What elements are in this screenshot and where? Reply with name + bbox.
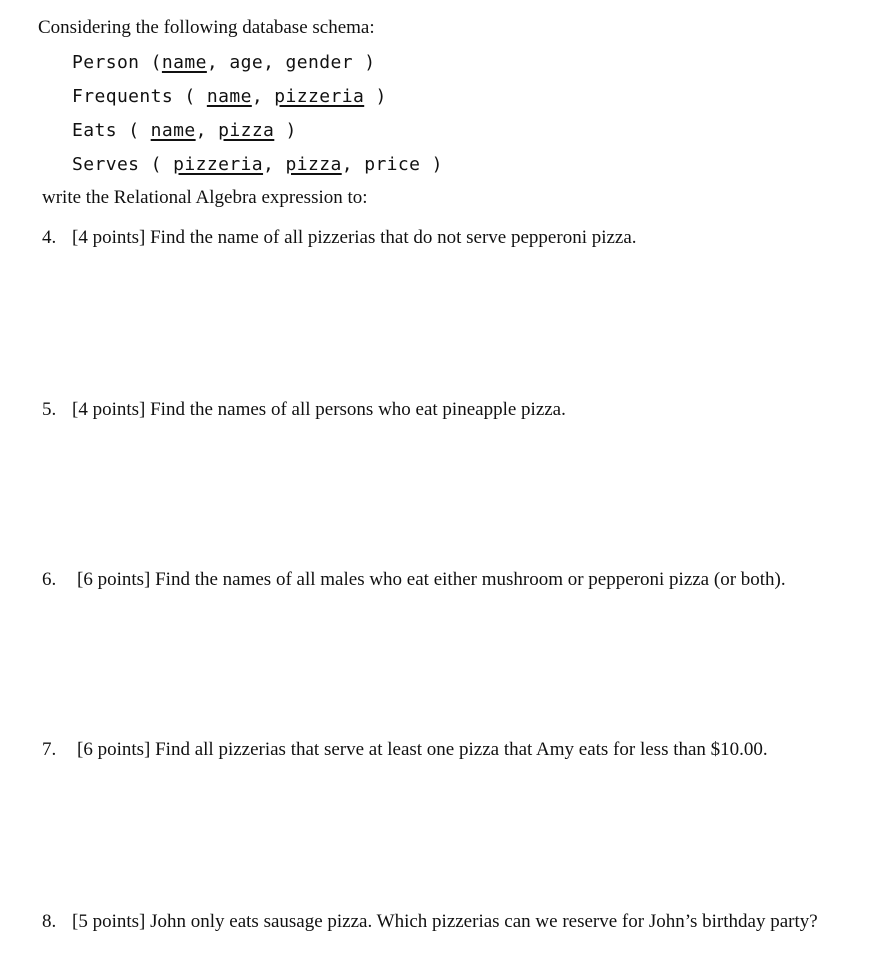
key-attribute: pizzeria (274, 86, 365, 107)
attribute: price (364, 154, 421, 175)
question-text: [6 points] Find the names of all males who eat either mushroom or pepperoni pizza (or both). (77, 569, 786, 590)
schema-line-serves (72, 153, 443, 177)
close-paren: ) (274, 120, 297, 141)
key-attribute: name (150, 120, 196, 141)
question-number: 8. (42, 911, 57, 932)
question-6 (42, 568, 786, 592)
instruction-text: write the Relational Algebra expression to: (42, 187, 368, 208)
attr-separator: , (195, 120, 219, 141)
attribute: age (229, 52, 264, 73)
key-attribute: name (161, 52, 207, 73)
question-text: [6 points] Find all pizzerias that serve at least one pizza that Amy eats for less than $10.00. (77, 739, 768, 760)
close-paren: ) (352, 52, 376, 73)
question-8 (42, 910, 818, 934)
attr-separator: , (341, 154, 365, 175)
question-number: 6. (42, 569, 57, 590)
intro-text: Considering the following database schema: (38, 17, 375, 38)
relation-name: Frequents (72, 86, 174, 107)
open-paren: ( (116, 120, 151, 141)
question-number: 4. (42, 227, 57, 248)
relation-name: Eats (72, 120, 117, 141)
question-4 (42, 226, 637, 250)
attribute: gender (285, 52, 353, 73)
key-attribute: pizza (218, 120, 275, 141)
attr-separator: , (263, 52, 286, 73)
attr-separator: , (206, 52, 230, 73)
relation-name: Person (72, 52, 140, 73)
close-paren: ) (364, 86, 387, 107)
schema-line-person (72, 51, 375, 75)
open-paren: ( (139, 154, 174, 175)
question-text: [4 points] Find the name of all pizzerias that do not serve pepperoni pizza. (72, 227, 637, 248)
open-paren: ( (173, 86, 207, 107)
key-attribute: pizza (285, 154, 342, 175)
question-text: [5 points] John only eats sausage pizza. Which pizzerias can we reserve for John’s birthday party? (72, 911, 818, 932)
close-paren: ) (420, 154, 443, 175)
question-5 (42, 398, 566, 422)
attr-separator: , (263, 154, 286, 175)
question-number: 7. (42, 739, 57, 760)
question-text: [4 points] Find the names of all persons who eat pineapple pizza. (72, 399, 566, 420)
relation-name: Serves (72, 154, 140, 175)
key-attribute: name (206, 86, 252, 107)
schema-line-eats (72, 119, 297, 143)
question-7 (42, 738, 768, 762)
open-paren: ( (139, 52, 162, 73)
key-attribute: pizzeria (173, 154, 264, 175)
attr-separator: , (251, 86, 275, 107)
schema-line-frequents (72, 85, 387, 109)
question-number: 5. (42, 399, 57, 420)
